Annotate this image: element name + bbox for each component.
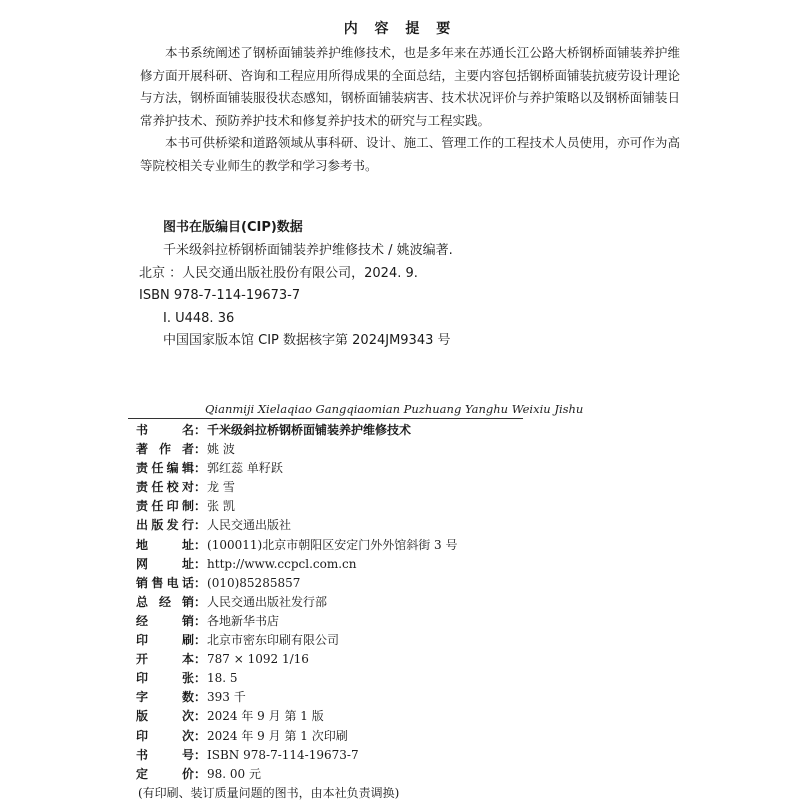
pinyin-title: Qianmiji Xielaqiao Gangqiaomian Puzhuang Yanghu Weixiu Jishu <box>205 402 584 416</box>
colophon-row-colon: ： <box>194 747 207 762</box>
cip-record-number-line: 中国国家版本馆 CIP 数据核字第 2024JM9343 号 <box>163 333 451 348</box>
colophon-row-value: 2024 年 9 月 第 1 版 <box>207 709 324 724</box>
colophon-row-value: 2024 年 9 月 第 1 次印刷 <box>207 728 348 743</box>
colophon-row <box>136 536 656 555</box>
colophon-row-colon: ： <box>194 709 207 724</box>
colophon-row <box>136 688 656 707</box>
colophon-row-value: ISBN 978-7-114-19673-7 <box>207 747 359 762</box>
colophon-row-value: 郭红蕊 单籽跃 <box>207 461 283 476</box>
colophon-row-colon: ： <box>194 766 207 781</box>
colophon-row-label: 销 售 电 话 <box>136 575 194 590</box>
colophon-row-colon: ： <box>194 442 207 457</box>
cip-title-line: 千米级斜拉桥钢桥面铺装养护维修技术 / 姚波编著. <box>163 243 453 258</box>
colophon-row <box>136 440 656 459</box>
colophon-row-value: 393 千 <box>207 690 246 705</box>
quality-note: (有印刷、装订质量问题的图书，由本社负责调换) <box>138 785 400 800</box>
colophon-row <box>136 707 656 726</box>
colophon-row-value: 北京市密东印刷有限公司 <box>207 633 340 648</box>
colophon-row <box>136 574 656 593</box>
colophon-row-label: 印 张 <box>136 671 194 686</box>
colophon-row <box>136 650 656 669</box>
summary-body <box>140 42 680 177</box>
colophon-row <box>136 669 656 688</box>
summary-paragraph-2: 本书可供桥梁和道路领域从事科研、设计、施工、管理工作的工程技术人员使用，亦可作为高等院校相关专业师生的教学和学习参考书。 <box>140 135 680 173</box>
colophon-row-colon: ： <box>194 480 207 495</box>
colophon-row-colon: ： <box>194 613 207 628</box>
colophon-row-label: 版 次 <box>136 709 194 724</box>
colophon <box>136 421 656 803</box>
colophon-row-colon: ： <box>194 728 207 743</box>
colophon-row-label: 开 本 <box>136 652 194 667</box>
colophon-row-label: 总 经 销 <box>136 594 194 609</box>
colophon-row-label: 定 价 <box>136 766 194 781</box>
colophon-row-value: 人民交通出版社 <box>207 518 292 533</box>
colophon-row <box>136 631 656 650</box>
colophon-row-label: 印 次 <box>136 728 194 743</box>
cip-classification-line: Ⅰ. U448. 36 <box>163 310 235 326</box>
cip-data-block <box>139 240 699 353</box>
colophon-row-value: 787 × 1092 1/16 <box>207 652 309 667</box>
colophon-row <box>136 478 656 497</box>
cip-heading: 图书在版编目(CIP)数据 <box>163 220 303 235</box>
colophon-row-label: 地 址 <box>136 537 194 552</box>
colophon-row-colon: ： <box>194 652 207 667</box>
colophon-row <box>136 459 656 478</box>
colophon-row-colon: ： <box>194 671 207 686</box>
colophon-row-label: 印 刷 <box>136 633 194 648</box>
colophon-row <box>136 765 656 784</box>
colophon-row-value: 98. 00 元 <box>207 766 261 781</box>
colophon-row-value: 各地新华书店 <box>207 613 280 628</box>
colophon-row <box>136 555 656 574</box>
colophon-row-colon: ： <box>194 518 207 533</box>
cip-publisher-line: 北京 ：人民交通出版社股份有限公司，2024. 9. <box>139 265 418 281</box>
colophon-row-colon: ： <box>194 537 207 552</box>
colophon-row-label: 网 址 <box>136 556 194 571</box>
colophon-row-label: 书 号 <box>136 747 194 762</box>
colophon-row-label: 责 任 编 辑 <box>136 461 194 476</box>
colophon-row-value: 张 凯 <box>207 499 235 514</box>
colophon-row <box>136 612 656 631</box>
colophon-row-label: 经 销 <box>136 613 194 628</box>
summary-title: 内 容 提 要 <box>343 21 457 37</box>
colophon-row-colon: ： <box>194 594 207 609</box>
colophon-row-colon: ： <box>194 461 207 476</box>
colophon-row-label: 著 作 者 <box>136 442 194 457</box>
colophon-row-colon: ： <box>194 575 207 590</box>
colophon-row-colon: ： <box>194 633 207 648</box>
colophon-row-label: 责 任 校 对 <box>136 480 194 495</box>
colophon-row-value: 龙 雪 <box>207 480 235 495</box>
colophon-row <box>136 497 656 516</box>
colophon-row-value: 人民交通出版社发行部 <box>207 594 328 609</box>
colophon-row-colon: ： <box>194 423 207 437</box>
colophon-row-value: 姚 波 <box>207 442 235 457</box>
colophon-row <box>136 746 656 765</box>
colophon-row-colon: ： <box>194 690 207 705</box>
colophon-row <box>136 727 656 746</box>
summary-paragraph-1: 本书系统阐述了钢桥面铺装养护维修技术，也是多年来在苏通长江公路大桥钢桥面铺装养护维修方面开展科研、咨询和工程应用所得成果的全面总结，主要内容包括钢桥面铺装抗疲劳设计理论与方法，钢桥面铺装服役状态感知，钢桥面铺装病害、技术状况评价与养护策略以及钢桥面铺装日常养护技术、预防养护技术和修复养护技术的研究与工程实践。 <box>140 45 680 128</box>
colophon-row-label: 出 版 发 行 <box>136 518 194 533</box>
colophon-row <box>136 516 656 535</box>
cip-isbn-line: ISBN 978-7-114-19673-7 <box>139 288 301 303</box>
colophon-row-value: 18. 5 <box>207 671 238 686</box>
colophon-rows <box>136 421 656 784</box>
colophon-row-value: (010)85285857 <box>207 575 301 590</box>
colophon-row-label: 字 数 <box>136 690 194 705</box>
colophon-row-value: http://www.ccpcl.com.cn <box>207 556 357 571</box>
colophon-row-colon: ： <box>194 499 207 514</box>
colophon-row-colon: ： <box>194 556 207 571</box>
colophon-row <box>136 593 656 612</box>
colophon-row <box>136 421 656 440</box>
colophon-row-value: (100011)北京市朝阳区安定门外外馆斜街 3 号 <box>207 537 458 552</box>
colophon-row-label: 书 名 <box>136 423 194 437</box>
divider-line <box>128 418 523 419</box>
colophon-row-label: 责 任 印 制 <box>136 499 194 514</box>
colophon-row-value: 千米级斜拉桥钢桥面铺装养护维修技术 <box>207 423 412 437</box>
